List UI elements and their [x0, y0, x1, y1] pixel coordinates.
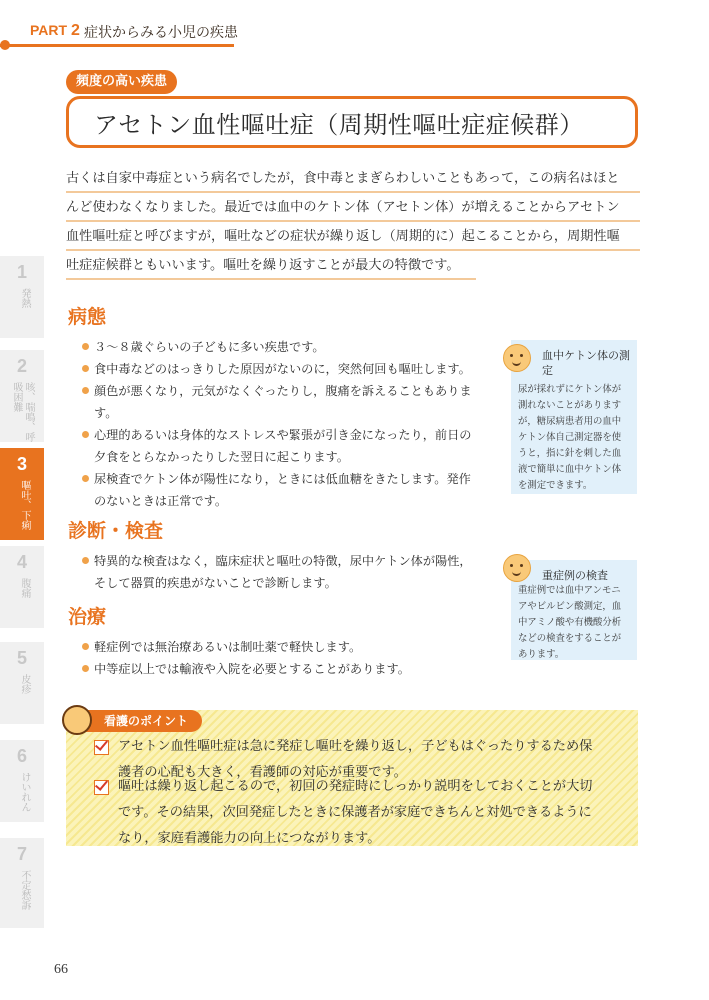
side-tab-number: 6	[16, 746, 27, 766]
page-number: 66	[54, 962, 68, 977]
side-note-ketone	[511, 340, 637, 494]
part-label	[30, 22, 80, 40]
intro-paragraph	[66, 164, 640, 280]
side-tab-number: 2	[16, 356, 27, 376]
side-tab-vomiting[interactable]	[0, 448, 44, 540]
side-tab-label: 不定愁訴	[19, 870, 30, 910]
side-tab-label: 腹痛	[19, 578, 30, 598]
list-item: 心理的あるいは身体的なストレスや緊張が引き金になったり，前日の	[80, 424, 500, 446]
list-item: 中等症以上では輸液や入院を必要とすることがあります。	[80, 658, 500, 680]
treatment-list	[80, 636, 500, 680]
chapter-title: 症状からみる小児の疾患	[84, 25, 238, 41]
side-tab-label: 発熱	[19, 288, 30, 308]
intro-line: 血性嘔吐症と呼びますが，嘔吐などの症状が繰り返し（周期的に）起こることから，周期性嘔	[66, 222, 640, 251]
list-item: 特異的な検査はなく，臨床症状と嘔吐の特徴，尿中ケトン体が陽性，	[80, 550, 500, 572]
list-item: 軽症例では無治療あるいは制吐薬で軽快します。	[80, 636, 500, 658]
section-heading-treatment: 治療	[68, 606, 107, 628]
nursing-point-line: 護者の心配も大きく，看護師の対応が重要です。	[118, 765, 407, 780]
side-note-severe-cases	[511, 560, 637, 660]
list-item: 食中毒などのはっきりした原因がないのに，突然何回も嘔吐します。	[80, 358, 500, 380]
side-tab-label: 嘔吐、下痢	[19, 480, 30, 530]
checkbox-checked-icon	[94, 740, 109, 755]
checkbox-checked-icon	[94, 780, 109, 795]
list-item: ３〜８歳ぐらいの子どもに多い疾患です。	[80, 336, 500, 358]
side-tab-label: 皮疹	[19, 674, 30, 694]
list-item: 尿検査でケトン体が陽性になり，ときには低血糖をきたします。発作	[80, 468, 500, 490]
nursing-point-line: 嘔吐は繰り返し起こるので，初回の発症時にしっかり説明をしておくことが大切	[118, 779, 593, 794]
part-text: PART	[30, 22, 68, 38]
side-tab-unidentified-complaints[interactable]	[0, 838, 44, 928]
side-tab-number: 5	[16, 648, 27, 668]
nursing-point-line: です。その結果，次回発症したときに保護者が家庭できちんと対処できるように	[118, 805, 592, 820]
side-tab-number: 7	[16, 844, 27, 864]
side-tab-number: 3	[16, 454, 27, 474]
section-heading-diagnosis: 診断・検査	[68, 520, 164, 542]
nursing-points-tag: 看護のポイント	[74, 710, 202, 732]
note-body: 重症例では血中アンモニアやビルビン酸測定，血中アミノ酸や有機酸分析などの検査をすることがあります。	[518, 585, 622, 660]
page-title: アセトン血性嘔吐症（周期性嘔吐症症候群）	[94, 111, 584, 139]
nursing-point-line: アセトン血性嘔吐症は急に発症し嘔吐を繰り返し，子どもはぐったりするため保	[118, 739, 593, 754]
note-body: 尿が採れずにケトン体が測れないことがありますが，糖尿病患者用の血中ケトン体自己測定器を使うと，指に針を刺した血液で簡単に血中ケトン体を測定できます。	[518, 384, 622, 491]
pathology-list	[80, 336, 500, 512]
side-tab-convulsion[interactable]	[0, 740, 44, 822]
list-item-continuation: そして器質的疾患がないことで診断します。	[94, 576, 337, 590]
note-heading: 血中ケトン体の測定	[542, 349, 630, 377]
frequency-tag: 頻度の高い疾患	[66, 70, 177, 94]
nursing-point	[118, 774, 630, 852]
smiley-face-icon	[503, 344, 531, 372]
header-underline	[0, 44, 234, 47]
side-tab-number: 4	[16, 552, 27, 572]
list-item-continuation: す。	[94, 406, 118, 420]
part-number: 2	[70, 22, 80, 39]
side-tab-rash[interactable]	[0, 642, 44, 724]
nursing-point-line: なり，家庭看護能力の向上につながります。	[118, 831, 381, 846]
intro-line: 古くは自家中毒症という病名でしたが，食中毒とまぎらわしいこともあって，この病名はほと	[66, 164, 640, 193]
list-item-continuation: 夕食をとらなかったりした翌日に起こります。	[94, 450, 349, 464]
list-item: 顔色が悪くなり，元気がなくぐったりし，腹痛を訴えることもありま	[80, 380, 500, 402]
nurse-avatar-icon	[62, 705, 92, 735]
side-tab-abdominal-pain[interactable]	[0, 546, 44, 628]
list-item-continuation: のないときは正常です。	[94, 494, 228, 508]
side-tab-label: 咳、喘鳴、呼吸困難	[11, 382, 34, 442]
section-heading-pathology: 病態	[68, 306, 107, 328]
side-tab-fever[interactable]	[0, 256, 44, 338]
diagnosis-list	[80, 550, 500, 594]
side-tab-number: 1	[16, 262, 27, 282]
note-heading: 重症例の検査	[542, 569, 608, 582]
intro-line: んど使わなくなりました。最近では血中のケトン体（アセトン体）が増えることからアセトン	[66, 193, 640, 222]
side-tab-label: けいれん	[19, 772, 30, 812]
intro-line: 吐症症候群ともいいます。嘔吐を繰り返すことが最大の特徴です。	[66, 251, 476, 280]
side-tab-cough[interactable]	[0, 350, 44, 442]
smiley-face-icon	[503, 554, 531, 582]
